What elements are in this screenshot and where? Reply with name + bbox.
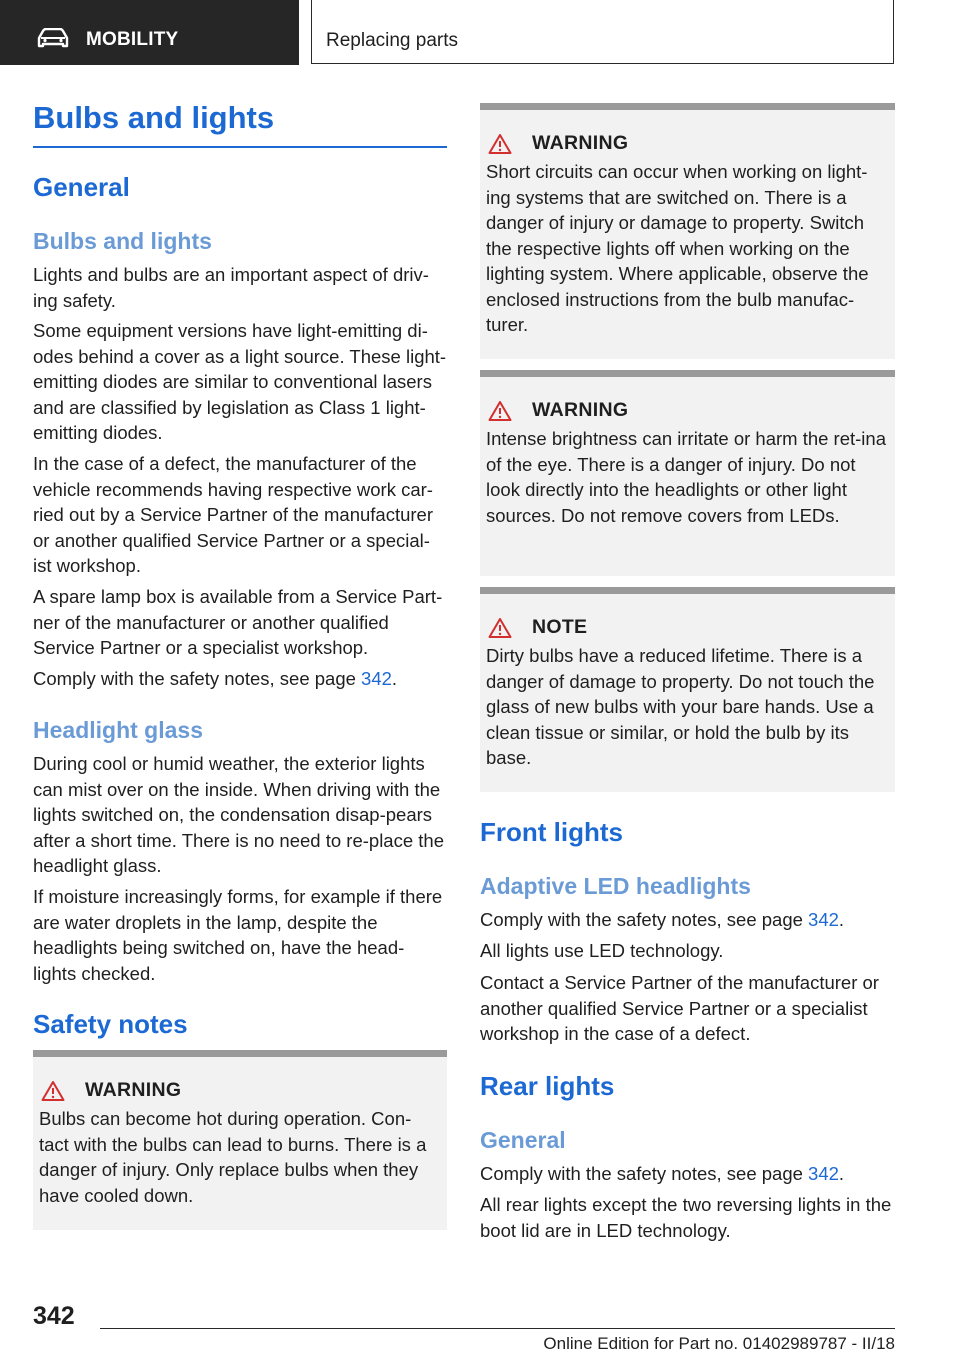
rear-lights-heading: Rear lights [480, 1071, 615, 1101]
bulbs-heading: Bulbs and lights [33, 228, 212, 254]
page-link[interactable]: 342 [808, 909, 839, 930]
page-link[interactable]: 342 [808, 1163, 839, 1184]
page-number: 342 [33, 1302, 75, 1330]
title-rule [33, 146, 447, 148]
section-tab [0, 0, 299, 65]
box-title: WARNING [532, 399, 629, 421]
note-box-dirty-bulbs [480, 587, 895, 792]
rear-paragraph-1 [480, 1161, 895, 1187]
period: . [391, 668, 398, 689]
footer-rule [100, 1328, 895, 1329]
bulbs-paragraph-3: In the case of a defect, the manufacturer of the vehicle recommends having respective work car‐ried out by a Service Partner of the manufacturer or another qualified Service Partner or a special‐ist workshop. [33, 453, 434, 576]
warning-triangle-icon [41, 1080, 65, 1102]
bulbs-paragraph-4: A spare lamp box is available from a Service Part‐ner of the manufacturer or another qualified Service Partner or a specialist workshop. [33, 586, 443, 658]
box-text: Short circuits can occur when working on light‐ing systems that are switched on. There is a danger of injury or damage to property. Switch the respective lights off when working on the lighting system. Where applicable, observe the enclosed instructions from the bulb manufac‐turer. [486, 161, 869, 335]
page-title: Bulbs and lights [33, 100, 275, 135]
safety-notes-heading: Safety notes [33, 1009, 188, 1039]
rear-paragraph-2: All rear lights except the two reversing lights in the boot lid are in LED technology. [480, 1194, 892, 1241]
warning-box-short-circuits [480, 103, 895, 359]
page-link[interactable]: 342 [361, 668, 392, 689]
box-title: WARNING [85, 1079, 182, 1101]
warning-triangle-icon [488, 133, 512, 155]
front-lights-heading: Front lights [480, 817, 623, 847]
box-text: Intense brightness can irritate or harm the ret‐ina of the eye. There is a danger of injury. Do not look directly into the headlights or other light sources. Do not remove covers from LEDs. [486, 428, 886, 526]
adaptive-led-heading: Adaptive LED headlights [480, 873, 751, 899]
adaptive-paragraph-3: Contact a Service Partner of the manufacturer or another qualified Service Partner or a specialist workshop in the case of a defect. [480, 972, 879, 1044]
box-text: Bulbs can become hot during operation. Con‐tact with the bulbs can lead to burns. There is a danger of injury. Only replace bulbs when they have cooled down. [39, 1108, 427, 1206]
section-label: MOBILITY [86, 29, 179, 50]
warning-box-brightness [480, 370, 895, 576]
chapter-label: Replacing parts [326, 30, 459, 51]
safety-ref-text: Comply with the safety notes, see page [33, 668, 362, 689]
warning-triangle-icon [488, 400, 512, 422]
bulbs-paragraph-2: Some equipment versions have light-emitting di‐odes behind a cover as a light source. These light-emitting diodes are similar to conventional lasers and are classified by legislation as Class 1 light-emitting diodes. [33, 320, 447, 443]
rear-general-heading: General [480, 1127, 566, 1153]
box-text: Dirty bulbs have a reduced lifetime. There is a danger of damage to property. Do not touch the glass of new bulbs with your bare hands. Use a clean tissue or similar, or hold the bulb by its base. [486, 645, 875, 768]
chapter-tab [311, 0, 894, 64]
box-title: WARNING [532, 132, 629, 154]
edition-note: Online Edition for Part no. 01402989787 - II/18 [543, 1334, 895, 1353]
bulbs-paragraph-1: Lights and bulbs are an important aspect of driv‐ing safety. [33, 264, 429, 311]
warning-triangle-icon [488, 617, 512, 639]
adaptive-paragraph-2: All lights use LED technology. [480, 940, 724, 961]
car-icon [36, 28, 70, 48]
headlight-glass-heading: Headlight glass [33, 717, 203, 743]
general-heading: General [33, 172, 130, 202]
box-title: NOTE [532, 616, 588, 638]
adaptive-paragraph-1 [480, 907, 895, 933]
glass-paragraph-2: If moisture increasingly forms, for example if there are water droplets in the lamp, despite the headlights being switched on, have the head‐lights checked. [33, 886, 443, 984]
bulbs-paragraph-5 [33, 666, 447, 692]
warning-box-hot-bulbs [33, 1050, 447, 1230]
glass-paragraph-1: During cool or humid weather, the exterior lights can mist over on the inside. When driving with the lights switched on, the condensation disap‐pears after a short time. There is no need to re‐place the headlight glass. [33, 753, 444, 876]
period: . [838, 909, 845, 930]
safety-ref-text: Comply with the safety notes, see page [480, 1163, 809, 1184]
safety-ref-text: Comply with the safety notes, see page [480, 909, 809, 930]
period: . [838, 1163, 845, 1184]
